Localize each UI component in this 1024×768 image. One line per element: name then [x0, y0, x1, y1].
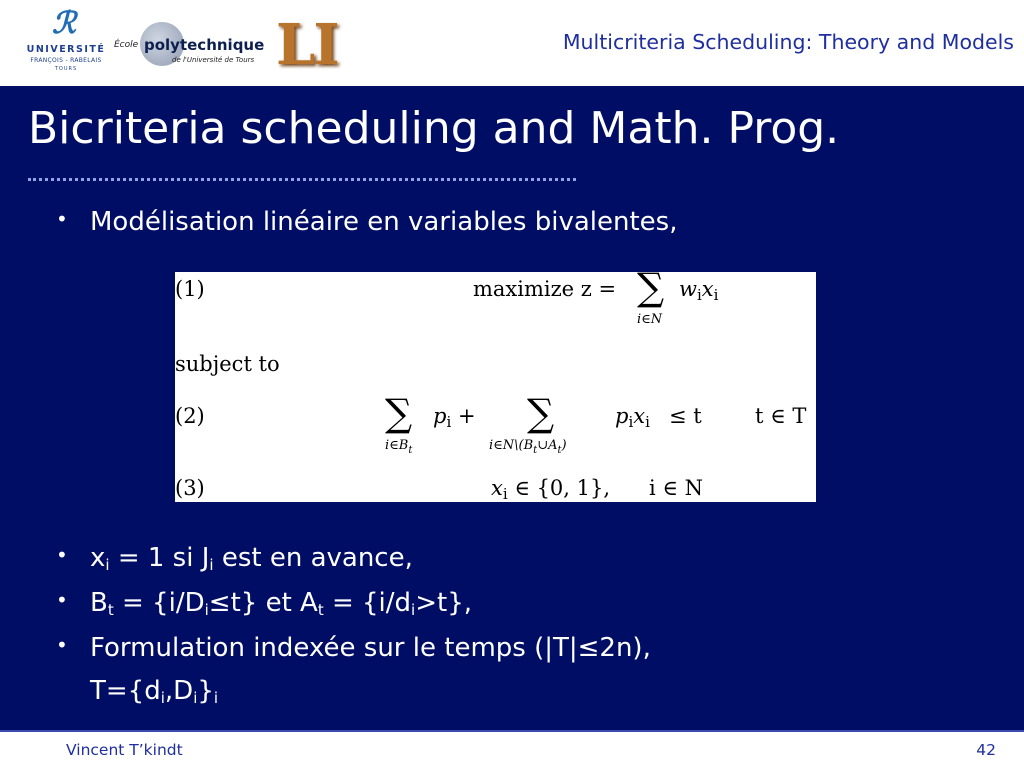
- bullet-dot-icon: •: [56, 588, 68, 612]
- slide-footer: [0, 730, 1024, 768]
- bullet-dot-icon: •: [56, 207, 68, 231]
- footer-author: Vincent T’kindt: [66, 741, 183, 759]
- sum-symbol: ∑: [385, 391, 413, 435]
- page-number: 42: [976, 741, 996, 759]
- li-logo: LI: [276, 12, 338, 78]
- sum-symbol: ∑: [637, 272, 665, 309]
- slide-title: Bicriteria scheduling and Math. Prog.: [28, 103, 840, 154]
- header-title: Multicriteria Scheduling: Theory and Models: [562, 30, 1014, 54]
- universite-logo: ℛ UNIVERSITÉ FRANÇOIS - RABELAIS TOURS: [26, 6, 106, 72]
- ilp-formula: (1) maximize z = ∑ i∈N $w_ix_i$ subject to (2) ∑ $i\in B_t$ $p_i$ + ∑ $i\in N\backslash(B_t\cup A_t)$ $p_ix_i$ ≤ t t ∈ T (3) $x_i$ ∈ {0, 1}, i ∈ N: [175, 272, 816, 502]
- slide-body: Bicriteria scheduling and Math. Prog. • Modélisation linéaire en variables bivalentes, (1) maximize z = ∑ i∈N $w_ix_i$ subject to (2) ∑ $i\in B_t$ $p_i$ + ∑ $i\in N\backslash(B_t\cup A_t)$ $p_ix_i$ ≤ t t ∈ T (3) $x_i$ ∈ {0, 1}, i ∈ N • $x_i = 1$ si $J_i$ est en avance, • $B_t = \{i/D_i\le t\}$ et $A_t = \{i/d_i>t\}$, • Formulation indexée sur le temps (|T|≤2n), $T=\{d_i,D_i\}_i$: [0, 86, 1024, 730]
- dotted-divider: [28, 178, 576, 181]
- polytech-logo: École polytechnique de l'Université de Tours: [114, 10, 274, 70]
- sum-symbol: ∑: [527, 391, 555, 435]
- footer-divider: [0, 730, 1024, 732]
- bullet-dot-icon: •: [56, 543, 68, 567]
- bullet-dot-icon: •: [56, 633, 68, 657]
- slide-header: [0, 0, 1024, 86]
